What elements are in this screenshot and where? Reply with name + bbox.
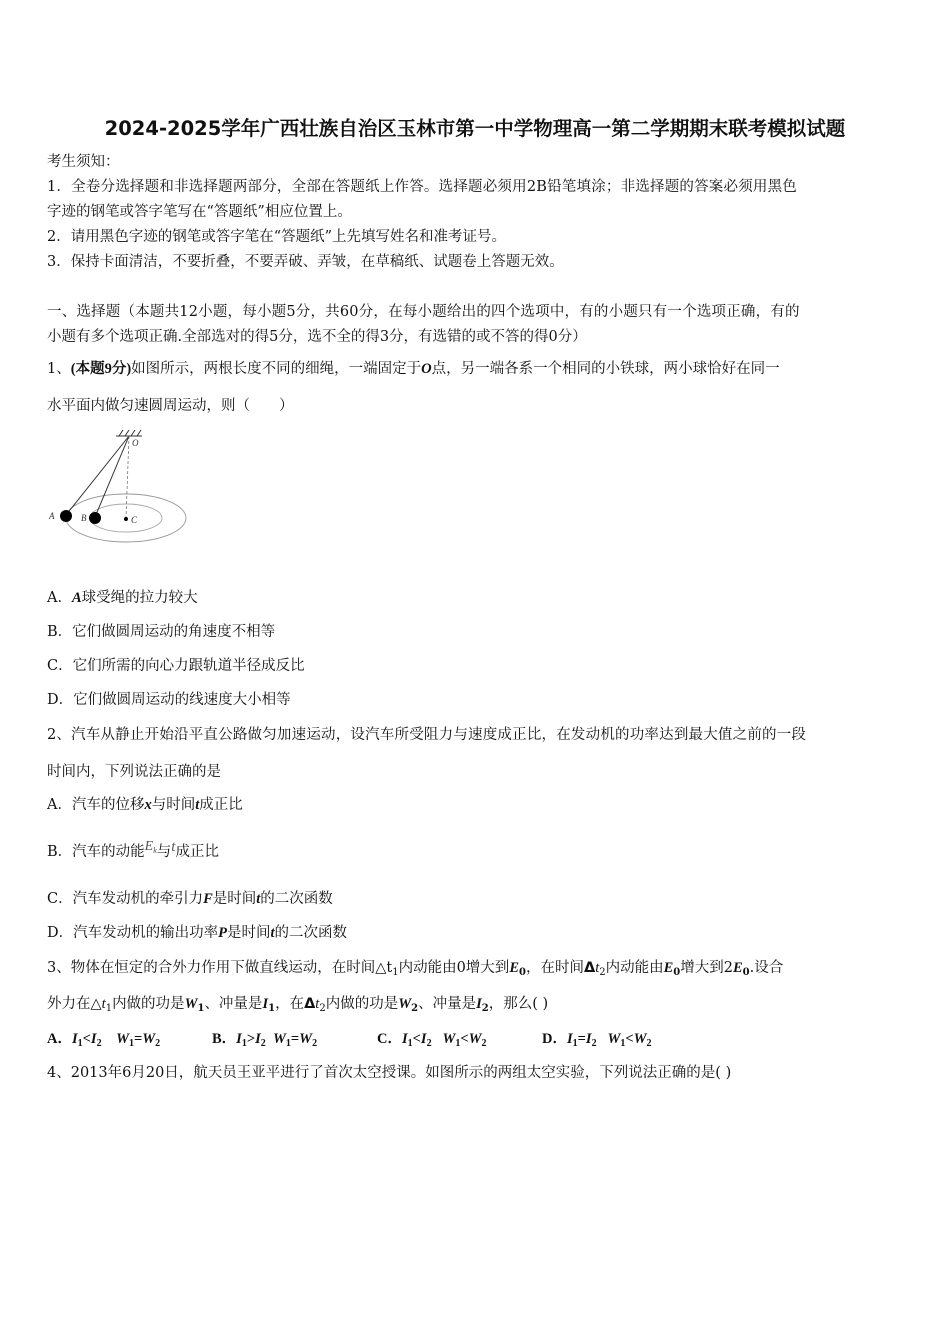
page-title: 2024-2025学年广西壮族自治区玉林市第一中学物理高一第二学期期末联考模拟试题	[104, 117, 846, 140]
q3-l1-a: 3、物体在恒定的合外力作用下做直线运动，在时间△t	[47, 960, 393, 976]
q3-l1-2: 2	[599, 967, 606, 978]
q3-b-i2: I	[255, 1031, 261, 1047]
q3-d-i1s: 1	[572, 1038, 578, 1049]
q3-l1-delta: Δ	[583, 960, 596, 976]
q3-l2-1: 1	[105, 1003, 113, 1014]
q3-l1-0c: 0	[742, 967, 750, 978]
q3-b-irel: >	[246, 1031, 256, 1047]
q1-option-a	[47, 588, 198, 608]
notice-item-1: 1．全卷分选择题和非选择题两部分，全部在答题纸上作答。选择题必须用2B铅笔填涂；非选择题的答案必须用黑色	[47, 179, 798, 195]
q3-l1-0b: 0	[673, 967, 681, 978]
question-3-line-2	[47, 994, 548, 1014]
q2-option-a	[47, 795, 243, 815]
q3-l1-e0b: E	[663, 960, 674, 976]
q3-a-w1: W	[116, 1031, 129, 1047]
question-2-line-1: 2、汽车从静止开始沿平直公路做匀加速运动，设汽车所受阻力与速度成正比，在发动机的功率达到最大值之前的一段	[47, 727, 807, 743]
q1-option-c: C．它们所需的向心力跟轨道半径成反比	[47, 658, 305, 674]
q3-l2-i1s: 1	[268, 1003, 276, 1014]
q3-option-d	[542, 1029, 652, 1049]
q2-c-post: 的二次函数	[260, 891, 333, 907]
q3-l2-f: 、冲量是	[418, 996, 477, 1012]
q3-c-i1: I	[401, 1031, 408, 1047]
q2-d-mid: 是时间	[226, 925, 271, 941]
q3-b-i1: I	[236, 1031, 242, 1047]
q3-l1-t2: t	[595, 960, 600, 976]
q3-l1-f: .设合	[749, 960, 784, 976]
q2-a-mid: 与时间	[151, 797, 196, 813]
q3-option-b-letter: B．	[212, 1031, 237, 1047]
q1-option-a-text: 球受绳的拉力较大	[81, 590, 198, 606]
q3-b-w1: W	[273, 1031, 286, 1047]
q3-l1-e: 增大到2	[680, 960, 733, 976]
q3-d-i1: I	[566, 1031, 573, 1047]
q1-text-b: 点，另一端各系一个相同的小铁球，两小球恰好在同一	[431, 361, 780, 377]
q3-d-irel: =	[577, 1031, 586, 1047]
q3-l1-d: 内动能由	[605, 960, 664, 976]
section-heading-cont: 小题有多个选项正确.全部选对的得5分，选不全的得3分，有选错的或不答的得0分）	[47, 329, 587, 345]
q2-b-mid: 与	[156, 844, 172, 860]
q3-b-i2s: 2	[260, 1038, 266, 1049]
q3-a-wrel: =	[133, 1031, 143, 1047]
notice-item-3: 3．保持卡面清洁，不要折叠，不要弄破、弄皱，在草稿纸、试题卷上答题无效。	[47, 254, 564, 270]
q3-l2-w1: W	[184, 996, 198, 1012]
q3-l2-w1s: 1	[197, 1003, 205, 1014]
q3-l2-d: ，在	[275, 996, 305, 1012]
q2-option-d	[47, 923, 347, 943]
q3-c-irel: <	[412, 1031, 421, 1047]
q3-d-i2: I	[585, 1031, 592, 1047]
question-3-line-1	[47, 958, 907, 978]
q3-option-d-letter: D．	[542, 1031, 567, 1047]
q3-l2-i1: I	[262, 996, 269, 1012]
q3-l2-e: 内做的功是	[325, 996, 399, 1012]
q2-c-mid: 是时间	[212, 891, 257, 907]
q2-a-pre: A．汽车的位移	[47, 797, 145, 813]
q3-l2-2: 2	[319, 1003, 326, 1014]
notice-heading: 考生须知：	[47, 154, 120, 170]
q3-l2-w2s: 2	[411, 1003, 419, 1014]
q3-d-w2: W	[633, 1031, 647, 1047]
q3-option-a	[47, 1029, 212, 1049]
q3-l1-e0c: E	[732, 960, 743, 976]
notice-item-2: 2．请用黑色字迹的钢笔或答字笔在“答题纸”上先填写姓名和准考证号。	[47, 229, 507, 245]
q3-c-w2s: 2	[481, 1038, 487, 1049]
q2-option-b	[47, 839, 219, 863]
q1-point-o: O	[421, 361, 432, 377]
q3-a-i1s: 1	[77, 1038, 83, 1049]
q3-l2-delta: Δ	[304, 996, 316, 1012]
string-a	[66, 436, 129, 515]
q3-c-wrel: <	[460, 1031, 469, 1047]
center-c	[124, 517, 128, 521]
q3-b-wrel: =	[290, 1031, 300, 1047]
q1-prefix: 1、	[47, 361, 71, 377]
q2-b-e: E	[144, 839, 154, 854]
q2-b-post: 成正比	[175, 844, 219, 860]
ball-a	[60, 510, 72, 522]
q3-b-i1s: 1	[241, 1038, 247, 1049]
q3-c-w1: W	[442, 1031, 456, 1047]
q3-c-i2: I	[420, 1031, 427, 1047]
q3-l2-a: 外力在△	[47, 996, 102, 1012]
q1-option-d: D．它们做圆周运动的线速度大小相等	[47, 692, 291, 708]
q3-a-w2: W	[142, 1031, 156, 1047]
q2-b-t: t	[171, 839, 176, 855]
q3-l2-t2: t	[315, 996, 320, 1012]
q3-c-i2s: 2	[426, 1038, 432, 1049]
q3-l1-c: ，在时间	[525, 960, 584, 976]
q1-text-a: 如图所示，两根长度不同的细绳，一端固定于	[131, 361, 422, 377]
q3-l1-0: 0	[518, 967, 526, 978]
q3-l2-b: 内做的功是	[112, 996, 185, 1012]
q2-a-x: x	[144, 797, 152, 813]
q3-option-c-letter: C．	[377, 1031, 402, 1047]
q3-d-w1: W	[607, 1031, 621, 1047]
q1-score: (本题9分)	[70, 361, 132, 377]
q3-l2-i2s: 2	[481, 1003, 489, 1014]
q1-option-a-var: A	[71, 590, 82, 606]
q3-d-w1s: 1	[620, 1038, 626, 1049]
q3-c-w2: W	[468, 1031, 482, 1047]
q3-l2-c: 、冲量是	[204, 996, 263, 1012]
q3-a-i2s: 2	[96, 1038, 102, 1049]
section-heading: 一、选择题（本题共12小题，每小题5分，共60分，在每小题给出的四个选项中，有的小题只有一个选项正确，有的	[47, 304, 800, 320]
question-4: 4、2013年6月20日，航天员王亚平进行了首次太空授课。如图所示的两组太空实验，下列说法正确的是( )	[47, 1065, 732, 1081]
notice-item-1-cont: 字迹的钢笔或答字笔写在“答题纸”相应位置上。	[47, 204, 352, 220]
q3-l2-t1: t	[101, 996, 106, 1012]
q3-a-i1: I	[71, 1031, 78, 1047]
ball-b	[89, 512, 101, 524]
q3-options	[47, 1029, 652, 1049]
q2-d-pre: D．汽车发动机的输出功率	[47, 925, 219, 941]
q2-b-pre: B．汽车的动能	[47, 844, 145, 860]
label-a: A	[49, 511, 55, 521]
q3-option-b	[212, 1029, 377, 1049]
q3-option-a-letter: A．	[47, 1031, 72, 1047]
q2-option-c	[47, 889, 333, 909]
q3-l2-i2: I	[476, 996, 482, 1012]
q1-option-a-letter: A．	[47, 590, 72, 606]
q3-option-c	[377, 1029, 542, 1049]
q3-b-w2: W	[299, 1031, 313, 1047]
q3-a-irel: <	[82, 1031, 91, 1047]
q3-l1-sub1: 1	[392, 967, 399, 978]
q3-c-w1s: 1	[455, 1038, 461, 1049]
label-o: O	[132, 438, 139, 448]
q2-b-k: k	[153, 846, 157, 855]
q3-d-w2s: 2	[646, 1038, 652, 1049]
q3-c-i1s: 1	[407, 1038, 413, 1049]
question-1-line-2: 水平面内做匀速圆周运动，则（ ）	[47, 398, 294, 414]
question-1-line-1	[47, 359, 780, 379]
q2-a-post: 成正比	[199, 797, 243, 813]
pendulum-figure	[40, 428, 200, 552]
q3-a-w2s: 2	[155, 1038, 161, 1049]
q3-l1-b: 内动能由0增大到	[398, 960, 510, 976]
q3-b-w2s: 2	[312, 1038, 318, 1049]
q2-c-f: F	[203, 891, 213, 907]
q3-a-i2: I	[90, 1031, 97, 1047]
q1-option-b: B．它们做圆周运动的角速度不相等	[47, 624, 276, 640]
q2-c-pre: C．汽车发动机的牵引力	[47, 891, 204, 907]
q2-d-p: P	[218, 925, 227, 941]
q3-l2-w2: W	[398, 996, 412, 1012]
q2-d-post: 的二次函数	[274, 925, 348, 941]
ceiling-hatch	[116, 430, 142, 436]
q3-a-w1s: 1	[128, 1038, 134, 1049]
q2-a-t: t	[195, 797, 200, 813]
q3-l1-e0: E	[509, 960, 519, 976]
axis-line	[126, 436, 129, 518]
q2-d-t: t	[270, 925, 275, 941]
label-c: C	[131, 515, 138, 525]
label-b: B	[81, 513, 87, 523]
question-2-line-2: 时间内，下列说法正确的是	[47, 764, 221, 780]
q3-d-wrel: <	[625, 1031, 634, 1047]
q2-b-ek	[145, 839, 157, 854]
q2-c-t: t	[256, 891, 261, 907]
q3-l2-g: ，那么( )	[488, 996, 549, 1012]
q3-d-i2s: 2	[591, 1038, 597, 1049]
q3-b-w1s: 1	[285, 1038, 291, 1049]
